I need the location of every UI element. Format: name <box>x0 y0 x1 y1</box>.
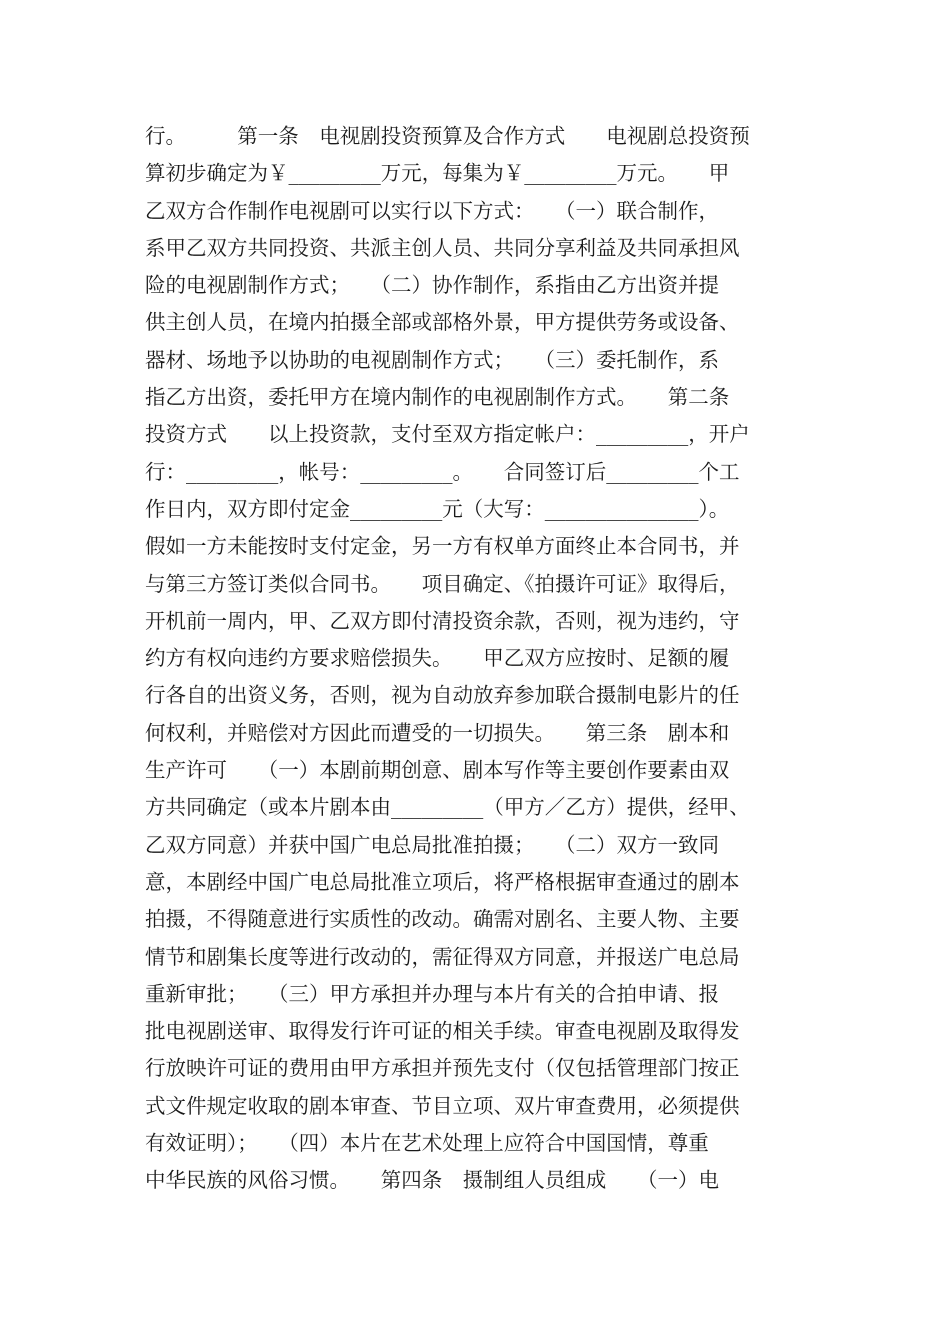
text-line: 险的电视剧制作方式； （二）协作制作，系指由乙方出资并提 <box>145 273 719 298</box>
text-line: 情节和剧集长度等进行改动的，需征得双方同意，并报送广电总局 <box>145 944 740 969</box>
contract-body-text <box>145 118 805 1200</box>
text-line: 行。 第一条 电视剧投资预算及合作方式 电视剧总投资预 <box>145 124 750 148</box>
text-line: 开机前一周内，甲、乙双方即付清投资余款，否则，视为违约，守 <box>145 608 740 633</box>
text-line: 意，本剧经中国广电总局批准立项后，将严格根据审查通过的剧本 <box>145 869 740 894</box>
text-line: 生产许可 （一）本剧前期创意、剧本写作等主要创作要素由双 <box>145 758 730 783</box>
text-line: 作日内，双方即付定金_________元（大写：_______________）。 <box>145 496 730 521</box>
text-line: 行放映许可证的费用由甲方承担并预先支付（仅包括管理部门按正 <box>145 1056 740 1081</box>
text-line: 式文件规定收取的剧本审查、节目立项、双片审查费用，必须提供 <box>145 1093 740 1118</box>
text-line: 供主创人员，在境内拍摄全部或部格外景，甲方提供劳务或设备、 <box>145 310 740 335</box>
text-line: 算初步确定为￥_________万元，每集为￥_________万元。 甲 <box>145 161 730 186</box>
text-line: 假如一方未能按时支付定金，另一方有权单方面终止本合同书，并 <box>145 534 740 559</box>
text-line: 何权利，并赔偿对方因此而遭受的一切损失。 第三条 剧本和 <box>145 720 730 745</box>
text-line: 与第三方签订类似合同书。 项目确定、《拍摄许可证》取得后， <box>145 571 740 596</box>
text-line: 拍摄，不得随意进行实质性的改动。确需对剧名、主要人物、主要 <box>145 907 740 932</box>
text-line: 中华民族的风俗习惯。 第四条 摄制组人员组成 （一）电 <box>145 1168 719 1193</box>
text-line: 重新审批； （三）甲方承担并办理与本片有关的合拍申请、报 <box>145 981 719 1006</box>
text-line: 乙双方合作制作电视剧可以实行以下方式： （一）联合制作， <box>145 198 719 223</box>
text-line: 批电视剧送审、取得发行许可证的相关手续。审查电视剧及取得发 <box>145 1019 740 1044</box>
text-line: 系甲乙双方共同投资、共派主创人员、共同分享利益及共同承担风 <box>145 235 740 260</box>
text-line: 投资方式 以上投资款，支付至双方指定帐户：_________，开户 <box>145 422 750 447</box>
text-line: 乙双方同意）并获中国广电总局批准拍摄； （二）双方一致同 <box>145 832 719 857</box>
text-line: 约方有权向违约方要求赔偿损失。 甲乙双方应按时、足额的履 <box>145 646 730 671</box>
text-line: 指乙方出资，委托甲方在境内制作的电视剧制作方式。 第二条 <box>145 385 730 410</box>
text-line: 行各自的出资义务，否则，视为自动放弃参加联合摄制电影片的任 <box>145 683 740 708</box>
text-line: 有效证明）； （四）本片在艺术处理上应符合中国国情，尊重 <box>145 1131 709 1156</box>
text-line: 方共同确定（或本片剧本由_________（甲方／乙方）提供，经甲、 <box>145 795 750 820</box>
text-line: 行：_________，帐号：_________。 合同签订后_________个工 <box>145 459 740 484</box>
text-line: 器材、场地予以协助的电视剧制作方式； （三）委托制作，系 <box>145 347 719 372</box>
